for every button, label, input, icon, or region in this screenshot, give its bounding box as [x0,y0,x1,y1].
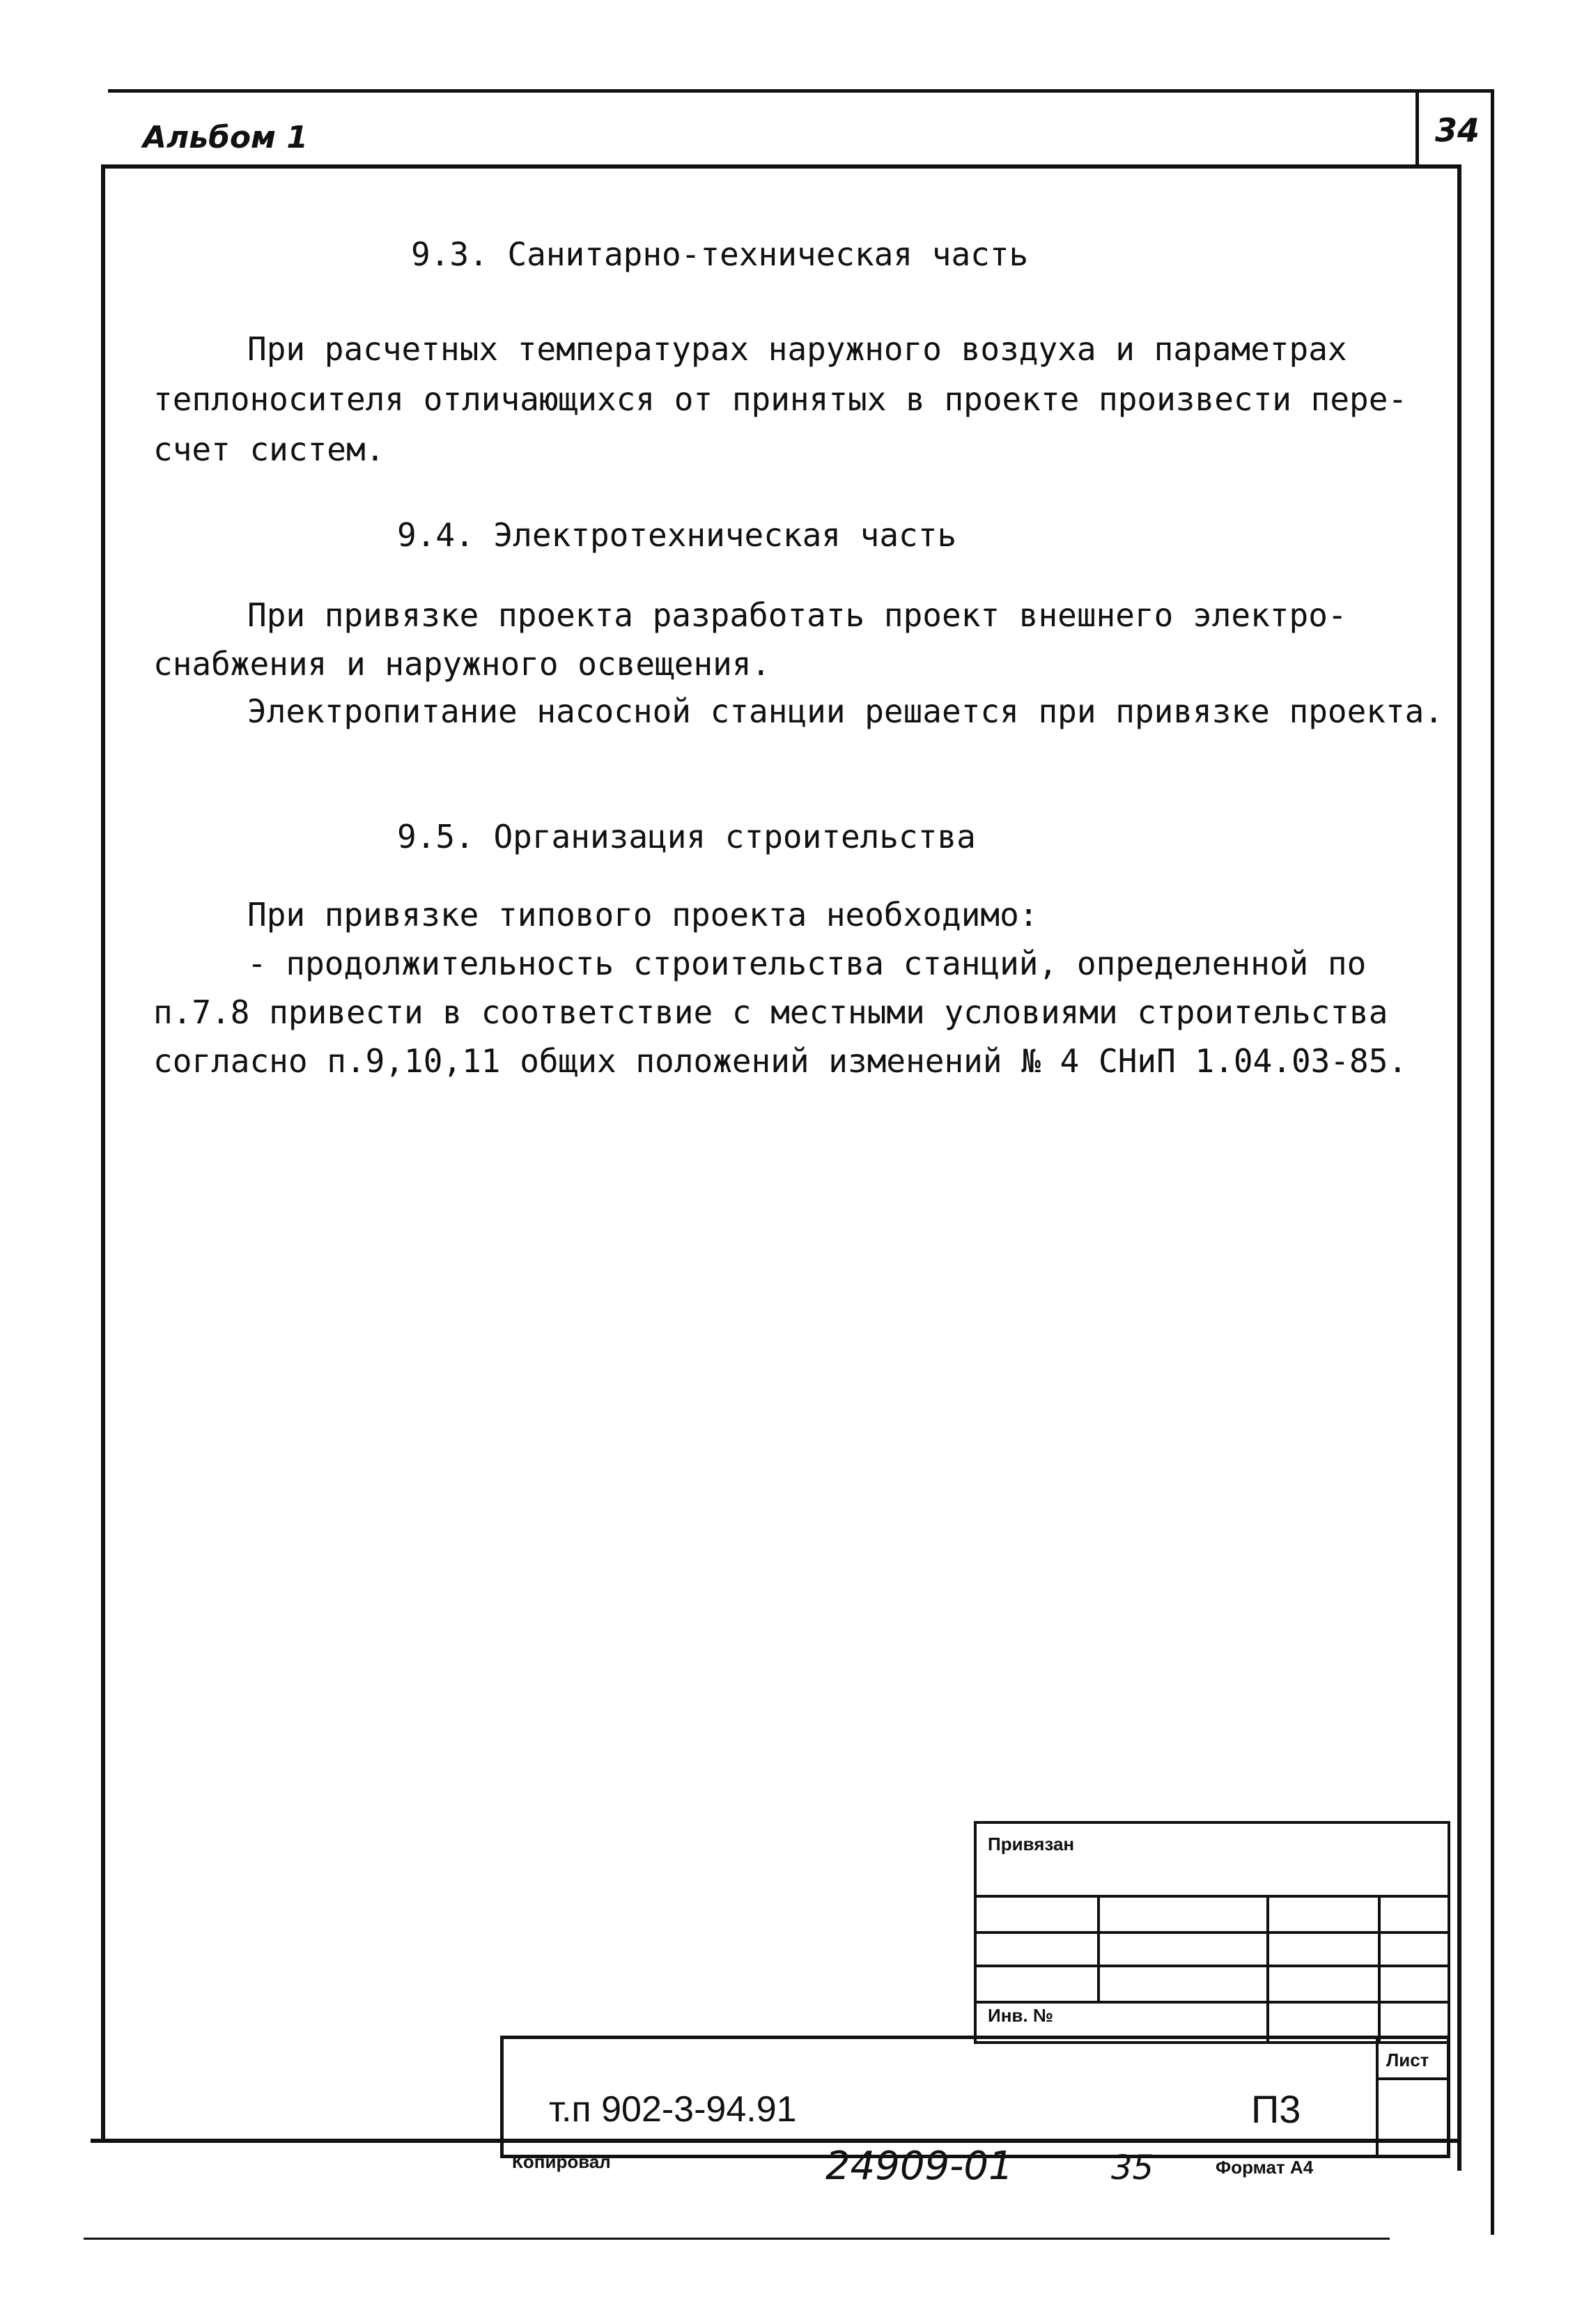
section-9-4-line-1: При привязке проекта разработать проект внешнего электро- [247,596,1347,634]
stamp-col-line-2 [1266,1895,1269,2044]
stamp-col-line-1 [1097,1895,1100,2001]
section-heading-9-3: 9.3. Санитарно-техническая часть [411,235,1029,273]
section-9-5-line-1: При привязке типового проекта необходимо: [247,896,1039,934]
top-border-line [108,89,1494,93]
stamp-attached-label: Привязан [988,1834,1075,1854]
footer-format: Формат А4 [1216,2157,1314,2178]
outer-right-edge [1491,89,1494,2235]
right-frame-line [1457,164,1461,2171]
left-frame-line [101,164,105,2141]
stamp-code: П3 [1251,2087,1301,2131]
stamp-col-line-3 [1378,1895,1381,2044]
footer-number: 24909-01 [825,2144,1014,2189]
stamp-designation: т.п 902-3-94.91 [549,2089,797,2130]
footer-copied-label: Копировал [512,2151,611,2172]
section-9-3-line-1: При расчетных температурах наружного воздуха и параметрах [247,330,1347,368]
section-9-4-line-3: Электропитание насосной станции решается при привязке проекта. [247,692,1444,730]
stamp-sheet-line [1376,2077,1450,2080]
section-heading-9-4: 9.4. Электротехническая часть [397,516,957,554]
stamp-inv-label: Инв. № [988,2005,1053,2026]
section-heading-9-5: 9.5. Организация строительства [397,818,976,855]
section-9-3-line-2: теплоносителя отличающихся от принятых в проекте произвести пере- [153,380,1408,418]
page-number: 34 [1435,111,1480,149]
footer-page: 35 [1111,2148,1154,2187]
stamp-sheet-column [1376,2036,1379,2158]
stamp-sheet-label: Лист [1386,2050,1429,2070]
footer-rule [84,2238,1390,2240]
header-bottom-line [104,164,1459,169]
section-9-5-line-2: - продолжительность строительства станций, определенной по [247,945,1367,982]
section-9-4-line-2: снабжения и наружного освещения. [153,645,771,683]
album-label: Альбом 1 [143,120,308,155]
page-number-divider [1415,89,1419,166]
section-9-3-line-3: счет систем. [153,431,385,468]
section-9-5-line-4: согласно п.9,10,11 общих положений изменений № 4 СНиП 1.04.03-85. [153,1042,1408,1080]
section-9-5-line-3: п.7.8 привести в соответствие с местными условиями строительства [153,993,1388,1031]
